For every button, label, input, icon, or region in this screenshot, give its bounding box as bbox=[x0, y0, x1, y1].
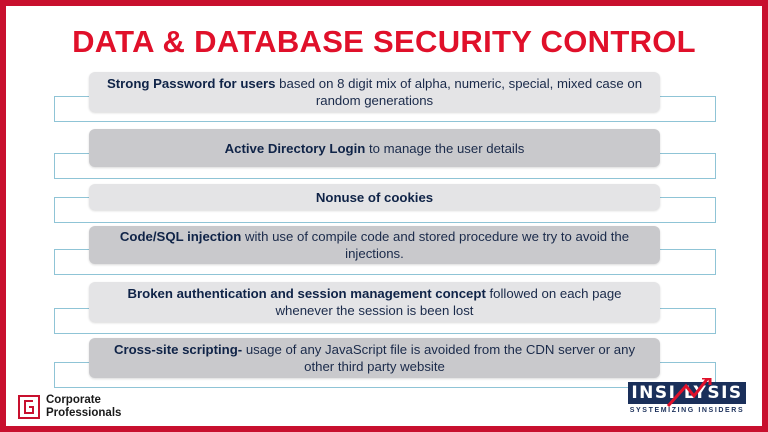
item-bold-text: Broken authentication and session management concept bbox=[127, 286, 486, 301]
insightlysis-tagline: SYSTEMIZING INSIDERS bbox=[629, 407, 745, 414]
item-bold-text: Strong Password for users bbox=[106, 76, 276, 91]
cp-logo-line1: Corporate bbox=[46, 394, 101, 406]
insightlysis-logo bbox=[628, 378, 748, 422]
item-text: with use of compile code and stored procedure we try to avoid the injections. bbox=[241, 229, 630, 261]
item-pill bbox=[89, 129, 660, 167]
item-pill bbox=[89, 282, 660, 322]
item-pill bbox=[89, 338, 660, 378]
item-bold-text: Cross-site scripting- bbox=[113, 342, 243, 357]
item-text: to manage the user details bbox=[365, 140, 525, 156]
insightlysis-wordmark: INSI LYSIS bbox=[628, 382, 746, 404]
item-pill bbox=[89, 226, 660, 264]
item-bold-text: Nonuse of cookies bbox=[315, 189, 434, 205]
slide-title: DATA & DATABASE SECURITY CONTROL bbox=[72, 24, 696, 59]
cp-logo-icon bbox=[18, 395, 40, 419]
cp-logo-line2: Professionals bbox=[46, 407, 122, 419]
item-text: based on 8 digit mix of alpha, numeric, special, mixed case on random generations bbox=[275, 76, 643, 108]
item-bold-text: Active Directory Login bbox=[224, 140, 366, 156]
arrow-icon bbox=[628, 378, 748, 408]
corporate-professionals-logo bbox=[18, 394, 121, 420]
item-pill bbox=[89, 184, 660, 210]
item-bold-text: Code/SQL injection bbox=[119, 229, 242, 244]
item-text: usage of any JavaScript file is avoided from the CDN server or any other third party website bbox=[242, 342, 636, 374]
item-pill bbox=[89, 72, 660, 112]
item-text: followed on each page whenever the session is been lost bbox=[275, 286, 622, 318]
